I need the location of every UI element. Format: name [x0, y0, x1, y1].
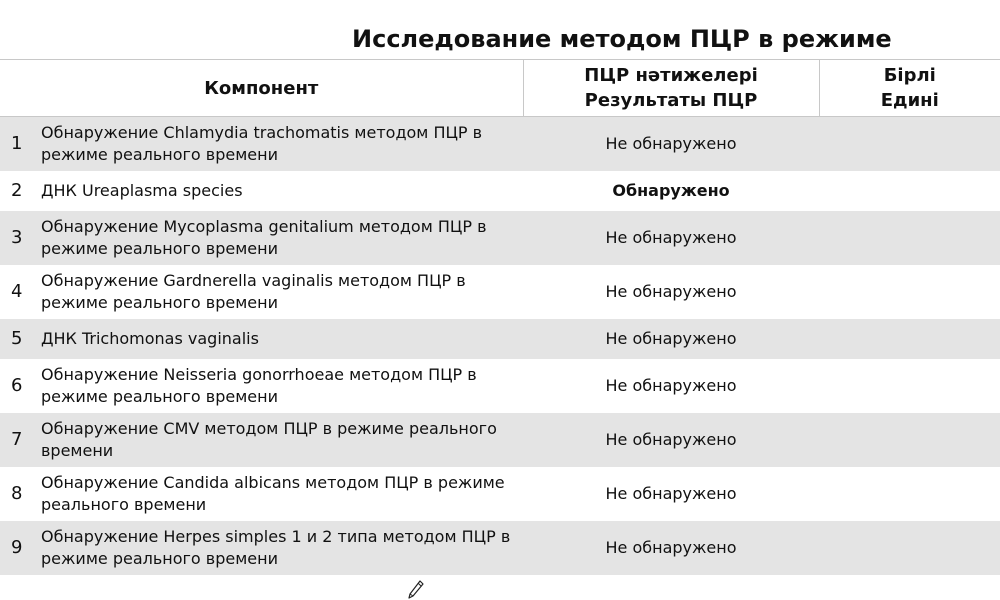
- table-row: [0, 359, 1000, 413]
- row-number: 3: [0, 211, 39, 265]
- results-table: [0, 59, 1000, 575]
- pen-icon: [406, 580, 426, 600]
- table-row: [0, 467, 1000, 521]
- row-number: 4: [0, 265, 39, 319]
- result-value: Не обнаружено: [523, 467, 819, 521]
- units-cell: [819, 521, 1000, 575]
- table-row: [0, 521, 1000, 575]
- result-value: Не обнаружено: [523, 211, 819, 265]
- result-value: Не обнаружено: [523, 359, 819, 413]
- result-value: Не обнаружено: [523, 413, 819, 467]
- units-cell: [819, 319, 1000, 359]
- table-row: [0, 413, 1000, 467]
- header-results-ru: Результаты ПЦР: [584, 90, 758, 111]
- component-name: Обнаружение Candida albicans методом ПЦР в режиме реального времени: [39, 467, 523, 521]
- row-number: 6: [0, 359, 39, 413]
- header-units-kz: Бірлі: [883, 65, 936, 86]
- units-cell: [819, 211, 1000, 265]
- result-value: Не обнаружено: [523, 265, 819, 319]
- table-row: [0, 211, 1000, 265]
- table-row: [0, 319, 1000, 359]
- component-name: Обнаружение CMV методом ПЦР в режиме реального времени: [39, 413, 523, 467]
- units-cell: [819, 171, 1000, 211]
- header-results: [523, 60, 819, 117]
- table-row: [0, 171, 1000, 211]
- header-results-kz: ПЦР нәтижелері: [584, 65, 758, 86]
- table-row: [0, 265, 1000, 319]
- units-cell: [819, 265, 1000, 319]
- row-number: 7: [0, 413, 39, 467]
- document-title: Исследование методом ПЦР в режиме: [352, 25, 892, 53]
- component-name: Обнаружение Gardnerella vaginalis методом ПЦР в режиме реального времени: [39, 265, 523, 319]
- component-name: Обнаружение Chlamydia trachomatis методом ПЦР в режиме реального времени: [39, 117, 523, 172]
- header-units: [819, 60, 1000, 117]
- row-number: 9: [0, 521, 39, 575]
- row-number: 2: [0, 171, 39, 211]
- component-name: ДНК Trichomonas vaginalis: [39, 319, 523, 359]
- row-number: 5: [0, 319, 39, 359]
- result-value: Не обнаружено: [523, 319, 819, 359]
- units-cell: [819, 467, 1000, 521]
- header-units-ru: Едині: [880, 90, 939, 111]
- result-value: Не обнаружено: [523, 117, 819, 172]
- units-cell: [819, 359, 1000, 413]
- row-number: 1: [0, 117, 39, 172]
- table-row: [0, 117, 1000, 172]
- result-value: Обнаружено: [523, 171, 819, 211]
- units-cell: [819, 117, 1000, 172]
- row-number: 8: [0, 467, 39, 521]
- header-component: Компонент: [0, 60, 523, 117]
- component-name: Обнаружение Mycoplasma genitalium методом ПЦР в режиме реального времени: [39, 211, 523, 265]
- component-name: Обнаружение Neisseria gonorrhoeae методом ПЦР в режиме реального времени: [39, 359, 523, 413]
- result-value: Не обнаружено: [523, 521, 819, 575]
- table-header-row: [0, 60, 1000, 117]
- units-cell: [819, 413, 1000, 467]
- component-name: Обнаружение Herpes simples 1 и 2 типа методом ПЦР в режиме реального времени: [39, 521, 523, 575]
- component-name: ДНК Ureaplasma species: [39, 171, 523, 211]
